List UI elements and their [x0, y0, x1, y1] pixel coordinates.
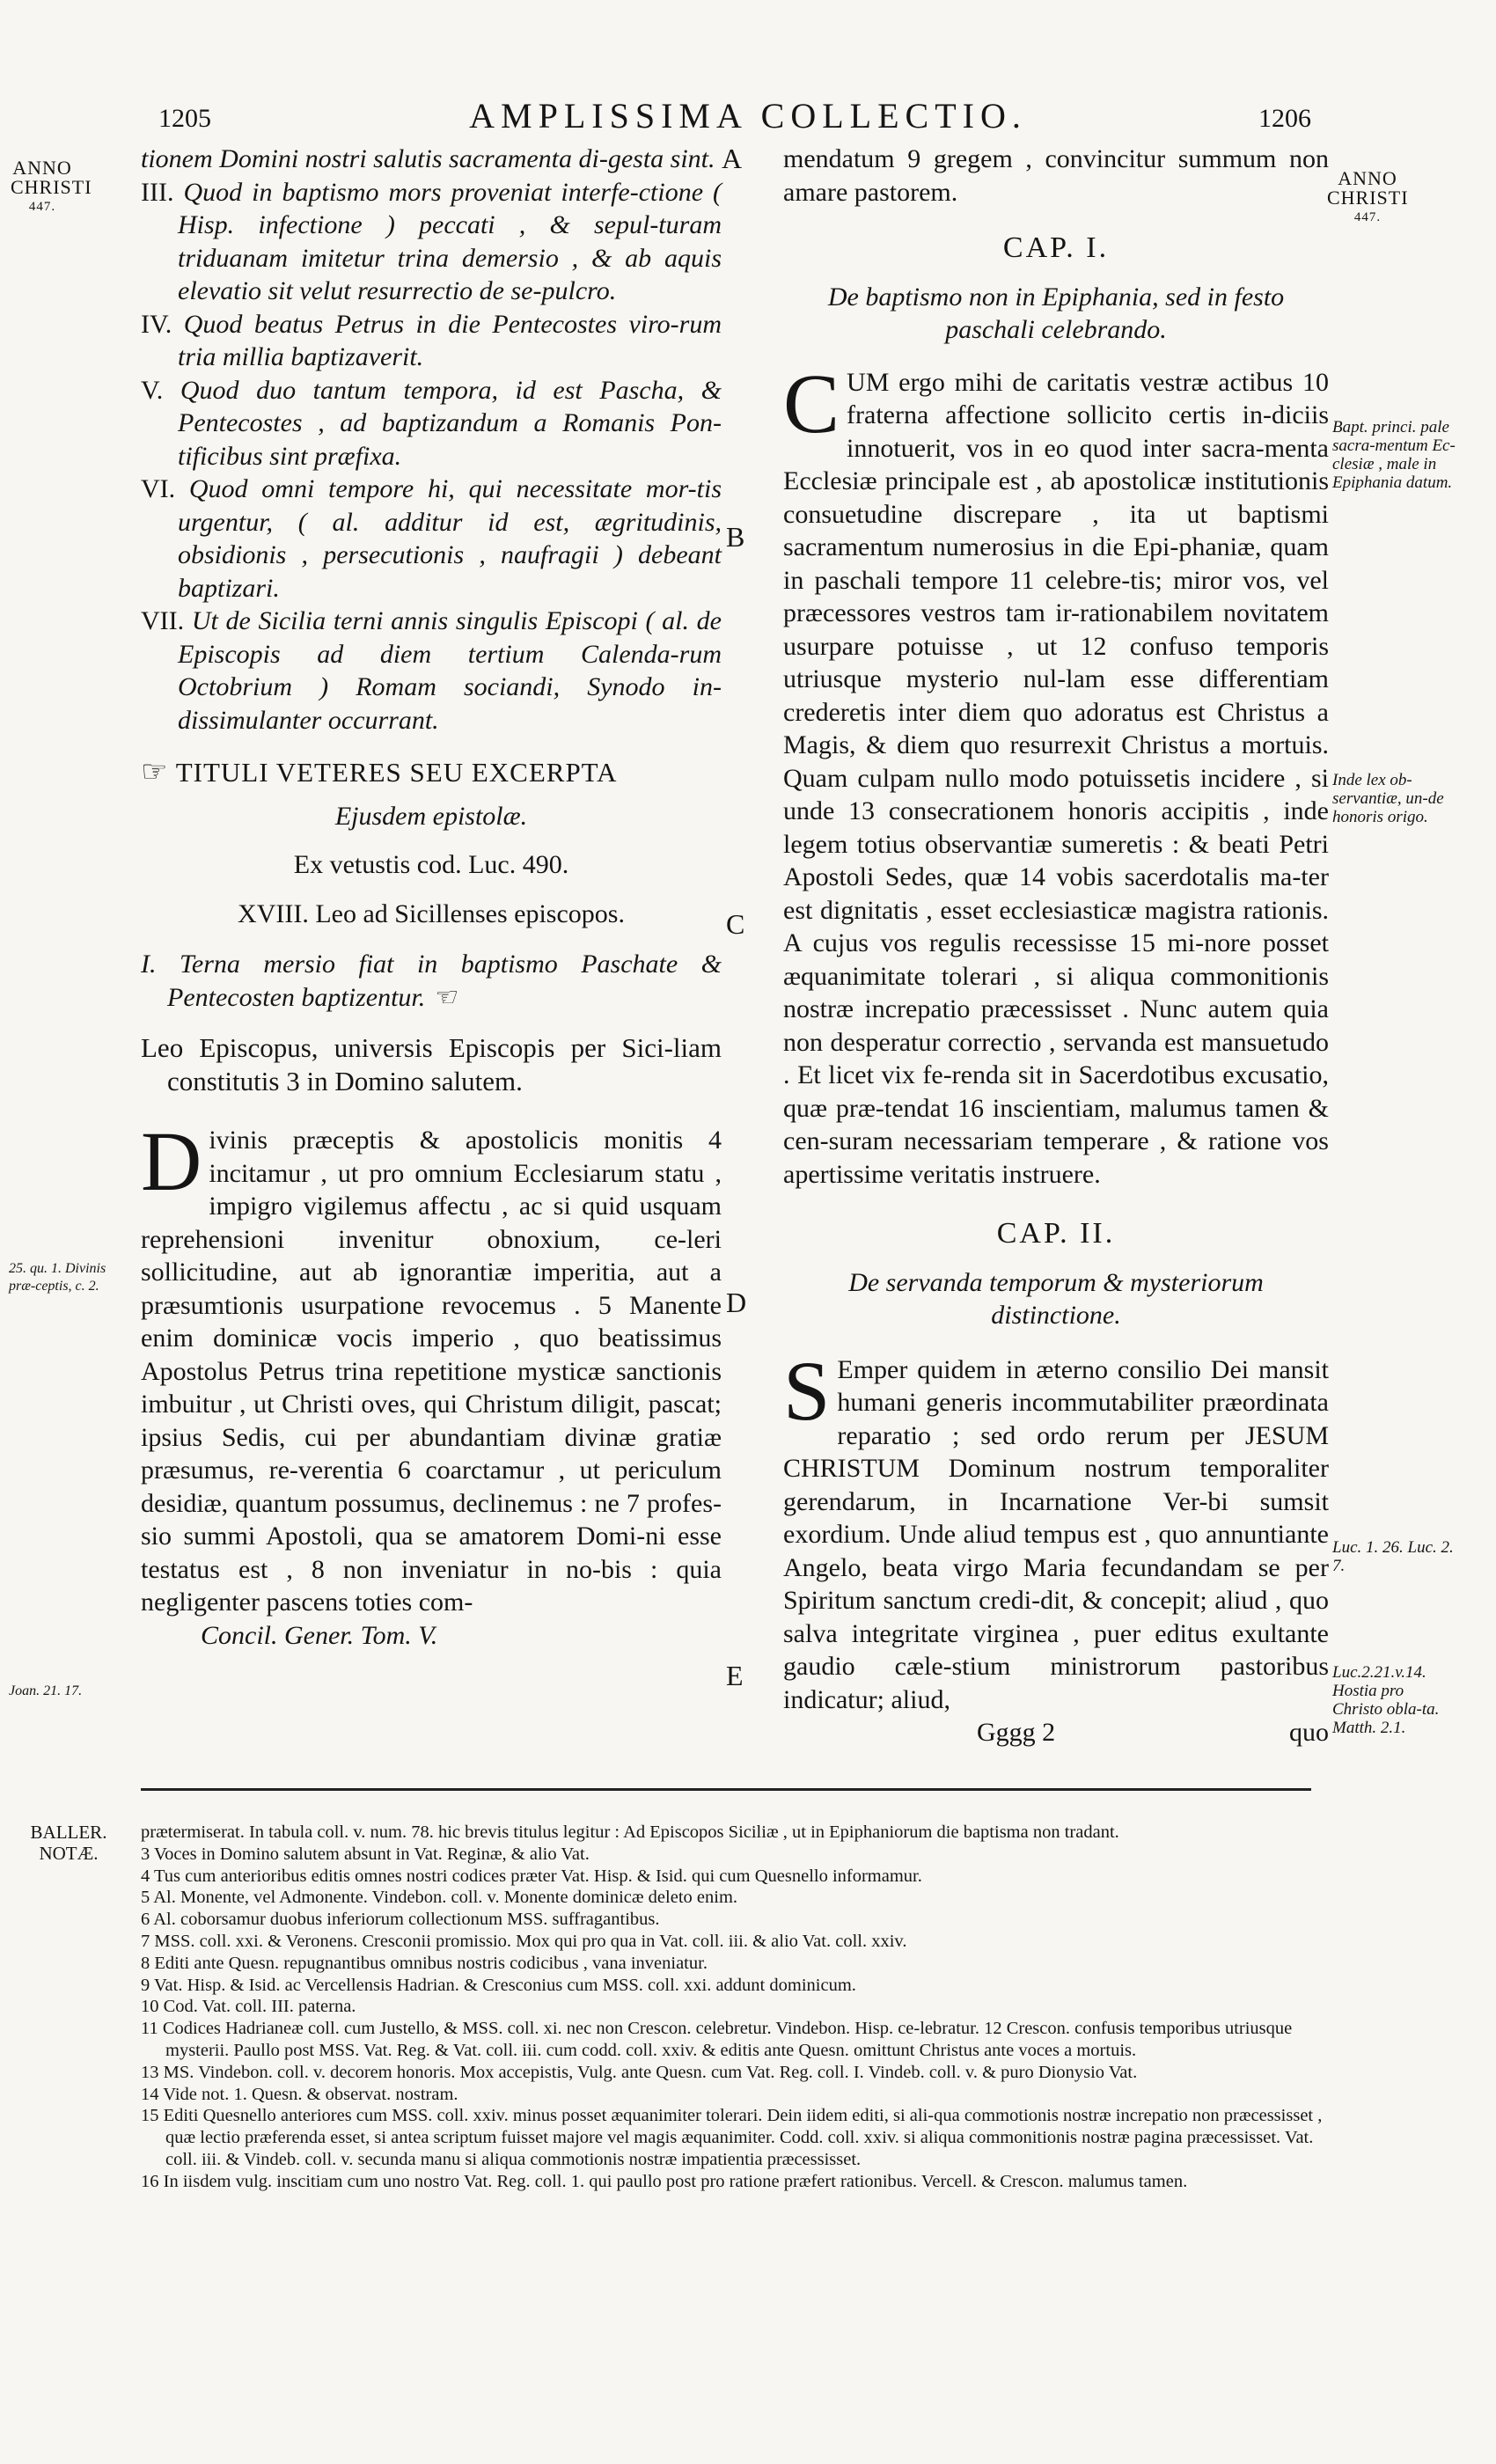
footnote: 6 Al. coborsamur duobus inferiorum collectionum MSS. suffragantibus. — [141, 1910, 660, 1930]
section-letter-a: A — [722, 143, 743, 174]
page-number-left: 1205 — [158, 104, 211, 133]
footnote-rule — [141, 1788, 1311, 1791]
footnote: 4 Tus cum anterioribus editis omnes nostri codices præter Vat. Hisp. & Isid. qui cum Quesnello informamur. — [141, 1866, 922, 1886]
body-paragraph: S Emper quidem in æterno consilio Dei mansit humani generis incommutabiliter præordinata reparatio ; sed ordo rerum per JESUM CHRISTUM Dominum nostrum temporaliter gerendarum, in Incarnatione Ver-bi sumsit exordium. Unde aliud tempus est , quo annuntiante Angelo, beata virgo Maria fecundandam se per Spiritum sanctum credi-dit, & concepit; aliud , quo salva integritate virginea , puer editus exultante gaudio cæle-stium ministrorum pastoribus indicatur; aliud, — [783, 1343, 1329, 1714]
footnote: 14 Vide not. 1. Quesn. & observat. nostram. — [141, 2084, 458, 2104]
signature-line — [783, 1716, 1329, 1749]
footnote: 10 Cod. Vat. coll. III. paterna. — [141, 1997, 356, 2017]
footnotes — [141, 1822, 1324, 2193]
footnote: 5 Al. Monente, vel Admonente. Vindebon. coll. v. Monente dominicæ deleto enim. — [141, 1888, 738, 1908]
footnote: 13 MS. Vindebon. coll. v. decorem honoris. Mox accepistis, Vulg. ante Quesn. cum Vat. Reg. coll. I. Vindeb. coll. v. & puro Dionysio Vat. — [141, 2062, 1138, 2082]
footnote: 16 In iisdem vulg. inscitiam cum uno nostro Vat. Reg. coll. 1. qui paullo post pro ratione præfert rationibus. Vercell. & Crescon. malumus tamen. — [141, 2171, 1188, 2191]
list-item: III. Quod in baptismo mors proveniat interfe-ctione ( Hisp. infectione ) peccati , & sepul-turam triduanam imitetur trina demersio , & ab aquis elevatio sit velut resurrectio de se-pulcro. — [141, 177, 722, 305]
pointing-hand-icon: ☜ — [431, 982, 456, 1012]
footnote-first: prætermiserat. In tabula coll. v. num. 78. hic brevis titulus legitur : Ad Episcopos Siciliæ , ut in Epiphaniorum die baptisma non tradant. — [141, 1822, 1119, 1842]
margin-note-left-2: Joan. 21. 17. — [9, 1683, 83, 1698]
section-letter-b: B — [726, 521, 745, 553]
intro-text: tionem Domini nostri salutis sacramenta di-gesta sint. — [141, 144, 715, 173]
running-title: AMPLISSIMA COLLECTIO. — [469, 96, 1027, 136]
section-letter-d: D — [726, 1287, 747, 1318]
margin-note-right-1: Bapt. princi. pale sacra-mentum Ec-clesiæ , male in Epiphania datum. — [1332, 418, 1456, 492]
section-letter-c: C — [726, 908, 745, 940]
right-column — [783, 143, 1329, 1749]
chapter-list — [141, 176, 722, 737]
cap-1-heading: CAP. I. — [1002, 231, 1110, 264]
footnote: 15 Editi Quesnello anteriores cum MSS. coll. xxiv. minus posset æquanimiter tolerari. Dein iidem editi, si ali-qua commotionis nostræ increpatio non præcessisset , quæ lectio præferenda esset, si antea scriptum fuisset majore vel magis æquanimiter. Codd. coll. xxiv. si aliqua commonitionis nostræ pagina præcessisset. Vat. coll. iii. & Vindeb. coll. v. secunda manu si aliqua commotionis nostræ impatientia præcessisset. — [141, 2106, 1323, 2169]
list-item: V. Quod duo tantum tempora, id est Pascha, & Pentecostes , ad baptizandum a Romanis Pon-tificibus sint præfixa. — [141, 375, 722, 471]
cap-2-heading: CAP. II. — [996, 1217, 1116, 1250]
margin-note-right-3: Luc. 1. 26. Luc. 2. 7. — [1332, 1538, 1454, 1575]
footnote: 8 Editi ante Quesn. repugnantibus omnibus nostris codicibus , vana inveniatur. — [141, 1953, 708, 1973]
pointing-hand-icon: ☞ — [141, 756, 169, 788]
list-item: VI. Quod omni tempore hi, qui necessitate mor-tis urgentur, ( al. additur id est, ægritudinis, obsidionis , persecutionis , naufragii ) debeant baptizari. — [141, 474, 722, 603]
anno-christi-left: ANNO CHRISTI 447. — [11, 157, 92, 214]
body-paragraph: CUM ergo mihi de caritatis vestræ actibus 10 fraterna affectione sollicito certis in-diciis innotuerit, vos in eo quod inter sacra-menta Ecclesiæ principale est , ab apostolicæ institutionis consuetudine discrepare , ita ut baptismi sacramentum numerosius in die Epi-phaniæ, quam in paschali tempore 11 celebre-tis; miror vos, vel præcessores vestros tam ir-rationabilem novitatem usurpare potuisse , ut 12 confuso temporis utriusque mysterio nul-lam esse differentiam crederetis inter diem quo adoratus est Christus a Magis, & diem quo resurrexit Christus a mortuis. Quam culpam nullo modo potuissetis incidere , si unde 13 consecrationem honoris accipitis , inde legem totius observantiæ sumeretis : & beati Petri Apostoli Sedes, quæ 14 vobis sacerdotalis ma-ter est dignitatis , esset ecclesiasticæ magistra rationis. A cujus vos regulis recessisse 15 mi-nore posset æquanimitate tolerari , si aliqua commonitionis nostræ increpatio præcessisset . Nunc autem quia non desperatur correctio , servanda est mansuetudo . Et licet vix fe-renda sit in Sacerdotibus excusatio, quæ præ-tendat 16 inscientiam, malumus tamen & cen-suram necessariam temperare , & ratione vos apertissime veritatis instruere. — [783, 356, 1329, 1189]
drop-cap: C — [783, 356, 840, 451]
footnote: 9 Vat. Hisp. & Isid. ac Vercellensis Hadrian. & Cresconius cum MSS. coll. xxi. addunt dominicum. — [141, 1975, 856, 1995]
margin-note-right-4: Luc.2.21.v.14. Hostia pro Christo obla-ta. Matth. 2.1. — [1332, 1663, 1440, 1737]
list-item: VII. Ut de Sicilia terni annis singulis Episcopi ( al. de Episcopis ad diem tertium Calenda-rum Octobrium ) Romam sociandi, Synodo in-dissimulanter occurrant. — [141, 606, 722, 735]
body-paragraph: Divinis præceptis & apostolicis monitis 4 incitamur , ut pro omnium Ecclesiarum statu , impigro vigilemus affectu , ac si quid usquam reprehensioni invenitur obnoxium, ce-leri sollicitudine, aut ab ignorantiæ imperitia, aut a præsumtionis usurpatione revocemus . 5 Manente enim dominicæ vocis imperio , quo beatissimus Apostolus Petrus trina repetitione mysticæ sanctionis imbuitur , ut Christi oves, qui Christum diligit, pascat; ipsius Sedis, cui per abundantiam divinæ gratiæ præsumus, re-verentia 6 coarctamur , ut periculum desidiæ, quantum possumus, declinemus : ne 7 profes-sio summi Apostoli, qua se amatorem Domi-ni esse testatus est , 8 non inveniatur in no-bis : quia negligenter pascens toties com- — [141, 1114, 722, 1617]
footnote: 7 MSS. coll. xxi. & Veronens. Cresconii promissio. Mox qui pro qua in Vat. coll. iii. & alio Vat. coll. xxiv. — [141, 1931, 907, 1951]
catchword: quo — [1289, 1718, 1329, 1747]
drop-cap: D — [141, 1114, 202, 1208]
footnote: 11 Codices Hadrianeæ coll. cum Justello, & MSS. coll. xi. nec non Crescon. celebretur. Vindebon. Hisp. ce-lebratur. 12 Crescon. confusis temporibus utriusque mysterii. Paullo post MSS. Vat. Reg. & Vat. coll. iii. cum codd. coll. xxiv. & editis ante Quesn. omittunt Christus ante voces a mortuis. — [141, 2019, 1293, 2060]
tituli-heading: ☞ TITULI VETERES SEU EXCERPTA — [141, 756, 618, 788]
list-item: IV. Quod beatus Petrus in die Pentecostes viro-rum tria millia baptizaverit. — [141, 309, 722, 371]
drop-cap: S — [783, 1343, 831, 1438]
leo-heading: XVIII. Leo ad Sicillenses episcopos. — [238, 898, 625, 928]
item-i: I. Terna mersio fiat in baptismo Paschate & Pentecosten baptizentur. ☜ — [141, 950, 722, 1012]
notes-label: BALLER. NOTÆ. — [30, 1822, 107, 1864]
page-number-right: 1206 — [1258, 104, 1311, 133]
cap-1-title: De baptismo non in Epiphania, sed in festo paschali celebrando. — [827, 282, 1285, 344]
margin-note-right-2: Inde lex ob-servantiæ, un-de honoris origo. — [1332, 771, 1444, 826]
anno-christi-right: ANNO CHRISTI 447. — [1327, 167, 1409, 224]
margin-note-left-1: 25. qu. 1. Divinis præ-ceptis, c. 2. — [9, 1261, 106, 1294]
signature-mark: Gggg 2 — [977, 1718, 1056, 1747]
cap-2-title: De servanda temporum & mysteriorum distinctione. — [848, 1267, 1264, 1330]
ex-vetustis-line: Ex vetustis cod. Luc. 490. — [293, 850, 569, 879]
left-column — [141, 143, 722, 1652]
footer-concil: Concil. Gener. Tom. V. — [201, 1620, 438, 1650]
intro-text: mendatum 9 gregem , convincitur summum non amare pastorem. — [783, 144, 1329, 207]
section-letter-e: E — [726, 1660, 744, 1691]
ejusdem-line: Ejusdem epistolæ. — [334, 801, 528, 831]
footnote: 3 Voces in Domino salutem absunt in Vat. Reginæ, & alio Vat. — [141, 1844, 590, 1864]
salutation: Leo Episcopus, universis Episcopis per Sici-liam constitutis 3 in Domino salutem. — [141, 1032, 722, 1096]
